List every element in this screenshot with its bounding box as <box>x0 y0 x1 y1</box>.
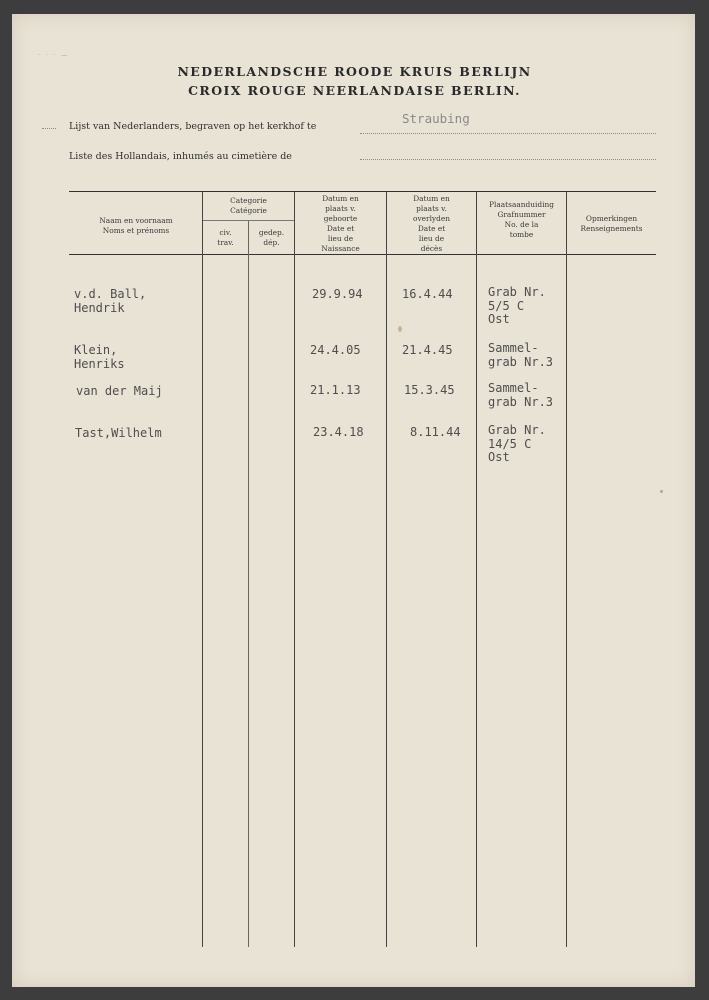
org-title-french: CROIX ROUGE NEERLANDAISE BERLIN. <box>188 83 521 98</box>
col-header-grave: Plaatsaanduiding Grafnummer No. de la tombe <box>489 200 554 239</box>
category-sub-rule <box>203 220 294 221</box>
paper-stain <box>398 326 402 332</box>
col-header-civ: civ. trav. <box>217 228 234 247</box>
row-2-grave: Sammel- grab Nr.3 <box>488 341 554 369</box>
cemetery-label-dutch: Lijst van Nederlanders, begraven op het kerkhof te <box>69 121 317 132</box>
row-2-death: 21.4.45 <box>402 343 453 357</box>
row-1-name: v.d. Ball, Hendrik <box>74 287 147 315</box>
col-divider-6 <box>566 192 567 947</box>
cemetery-name: Straubing <box>402 111 470 126</box>
col-divider-2 <box>248 220 249 947</box>
org-title-dutch: NEDERLANDSCHE ROODE KRUIS BERLIJN <box>177 64 532 79</box>
col-header-death: Datum en plaats v. overlyden Date et lieu de décès <box>413 194 450 253</box>
corner-mark: · · · — <box>38 52 70 59</box>
row-4-death: 8.11.44 <box>410 425 461 439</box>
col-divider-4 <box>386 192 387 947</box>
row-4-name: Tast,Wilhelm <box>75 426 162 440</box>
row-2-name: Klein, Henriks <box>74 343 125 371</box>
row-1-birth: 29.9.94 <box>312 287 363 301</box>
col-header-name: Naam en voornaam Noms et prénoms <box>99 216 173 235</box>
row-2-birth: 24.4.05 <box>310 343 361 357</box>
table-header-rule <box>69 254 656 255</box>
col-divider-3 <box>294 192 295 947</box>
row-4-birth: 23.4.18 <box>313 425 364 439</box>
row-4-grave: Grab Nr. 14/5 C Ost <box>488 423 546 464</box>
row-1-grave: Grab Nr. 5/5 C Ost <box>488 285 546 326</box>
col-header-category: Categorie Catégorie <box>230 196 267 215</box>
table-top-rule <box>69 191 656 192</box>
paper-mark <box>660 490 663 493</box>
col-divider-1 <box>202 192 203 947</box>
margin-dash <box>42 128 56 129</box>
row-3-grave: Sammel- grab Nr.3 <box>488 381 554 409</box>
col-header-gedep: gedep. dép. <box>258 228 285 247</box>
cemetery-dotted-line-2 <box>360 159 656 160</box>
cemetery-label-french: Liste des Hollandais, inhumés au cimetière de <box>69 151 292 162</box>
row-3-birth: 21.1.13 <box>310 383 361 397</box>
row-3-death: 15.3.45 <box>404 383 455 397</box>
col-divider-5 <box>476 192 477 947</box>
col-header-remarks: Opmerkingen Renseignements <box>580 214 643 233</box>
col-header-birth: Datum en plaats v. geboorte Date et lieu de Naissance <box>321 194 360 253</box>
row-1-death: 16.4.44 <box>402 287 453 301</box>
row-3-name: van der Maij <box>76 384 163 398</box>
cemetery-dotted-line <box>360 133 656 134</box>
